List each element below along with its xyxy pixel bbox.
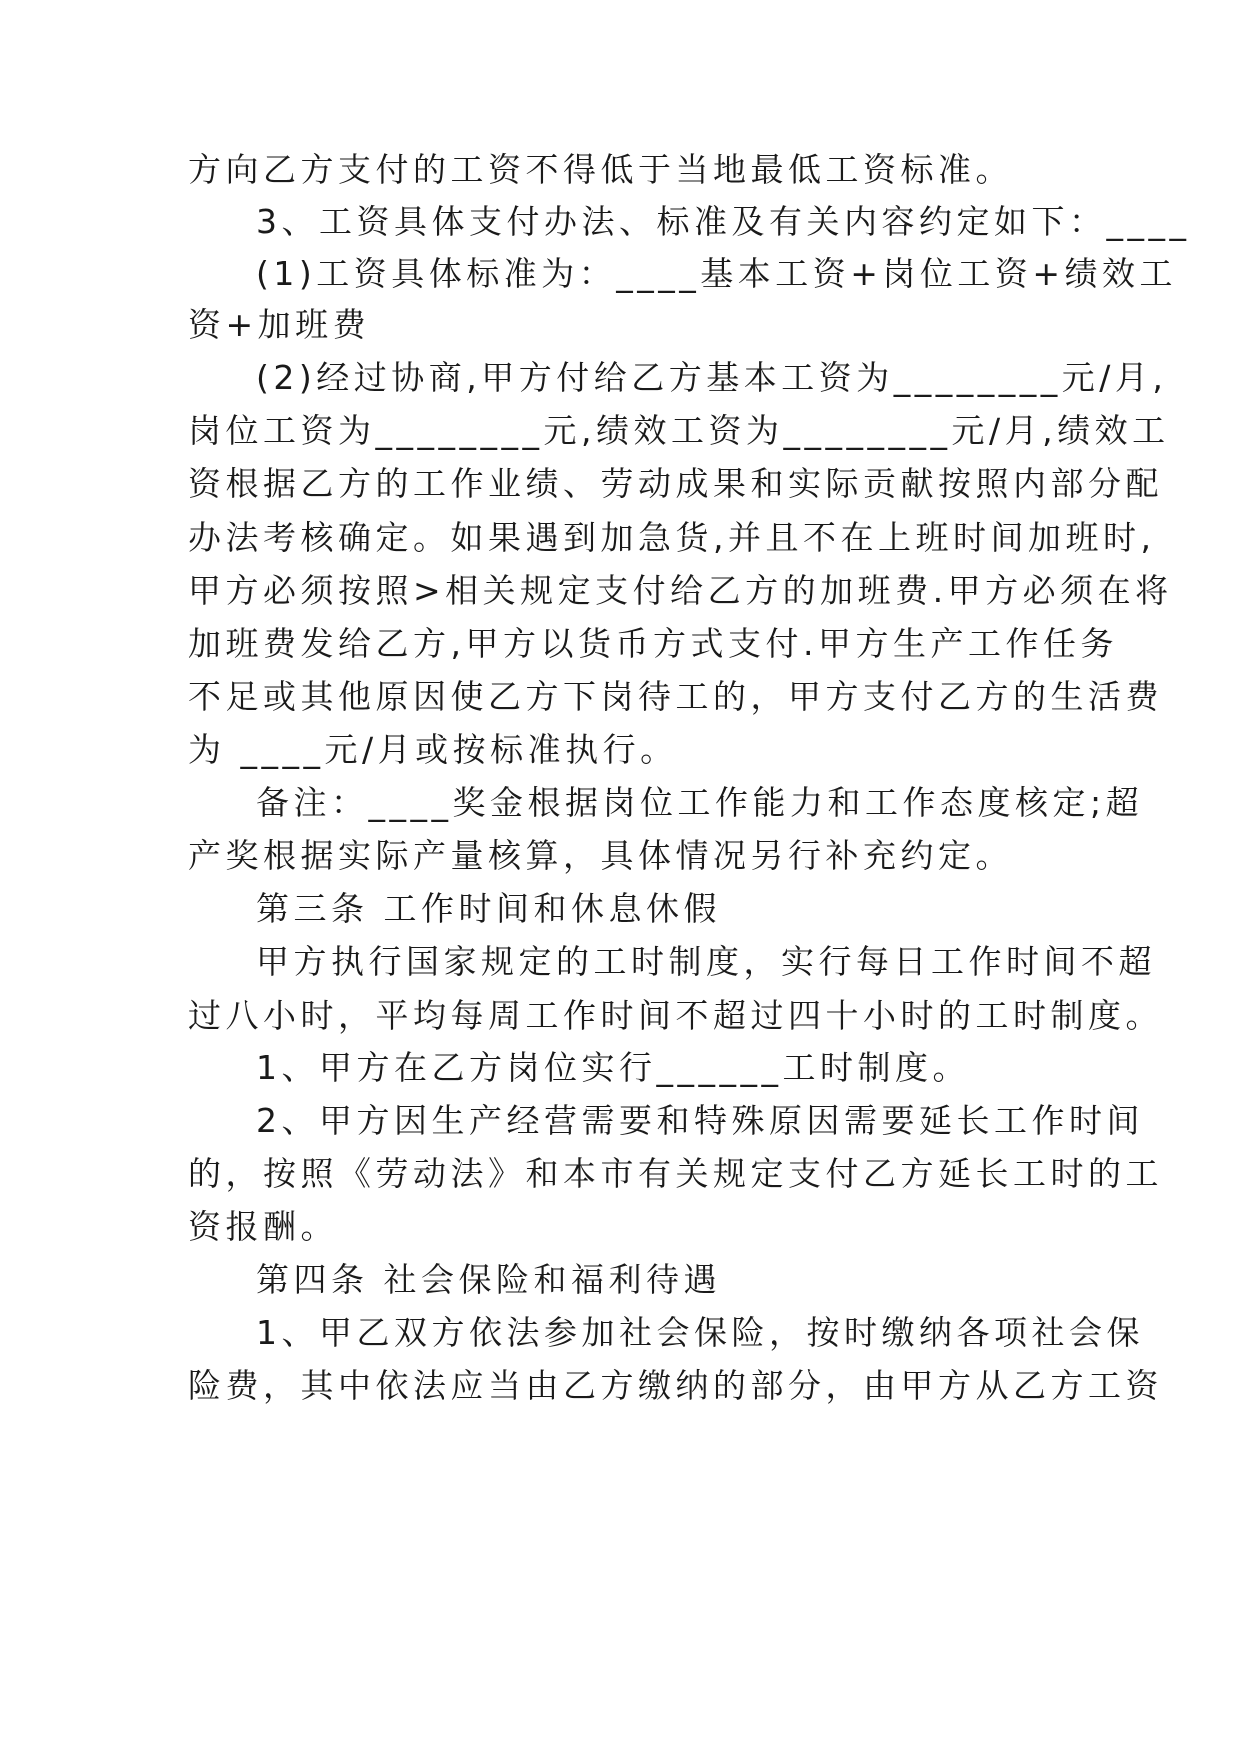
text-line: 备注：____奖金根据岗位工作能力和工作态度核定;超: [256, 783, 1144, 822]
text-line: 办法考核确定。如果遇到加急货,并且不在上班时间加班时,: [188, 518, 1156, 557]
text-line: 方向乙方支付的工资不得低于当地最低工资标准。: [188, 150, 1013, 189]
text-line: 险费，其中依法应当由乙方缴纳的部分，由甲方从乙方工资: [188, 1366, 1163, 1405]
section-heading: 第四条 社会保险和福利待遇: [256, 1260, 721, 1299]
text-line: 甲方执行国家规定的工时制度，实行每日工作时间不超: [256, 942, 1156, 981]
text-line: 1、甲方在乙方岗位实行______工时制度。: [256, 1048, 970, 1087]
text-line: 2、甲方因生产经营需要和特殊原因需要延长工作时间: [256, 1101, 1144, 1140]
text-line: 岗位工资为________元,绩效工资为________元/月,绩效工: [188, 411, 1170, 450]
text-line: 甲方必须按照>相关规定支付给乙方的加班费.甲方必须在将: [188, 571, 1173, 610]
text-line: 3、工资具体支付办法、标准及有关内容约定如下：____: [256, 202, 1191, 241]
text-line: (2)经过协商,甲方付给乙方基本工资为________元/月,: [256, 358, 1168, 397]
text-line: 加班费发给乙方,甲方以货币方式支付.甲方生产工作任务: [188, 624, 1118, 663]
text-line: 过八小时，平均每周工作时间不超过四十小时的工时制度。: [188, 996, 1163, 1035]
section-heading: 第三条 工作时间和休息休假: [256, 889, 721, 928]
text-line: (1)工资具体标准为：____基本工资+岗位工资+绩效工: [256, 254, 1178, 293]
text-line: 的，按照《劳动法》和本市有关规定支付乙方延长工时的工: [188, 1154, 1163, 1193]
text-line: 1、甲乙双方依法参加社会保险，按时缴纳各项社会保: [256, 1313, 1144, 1352]
text-line: 资根据乙方的工作业绩、劳动成果和实际贡献按照内部分配: [188, 464, 1163, 503]
text-line: 产奖根据实际产量核算，具体情况另行补充约定。: [188, 836, 1013, 875]
text-line: 资+加班费: [188, 305, 371, 344]
text-line: 为 ____元/月或按标准执行。: [188, 730, 678, 769]
text-line: 不足或其他原因使乙方下岗待工的，甲方支付乙方的生活费: [188, 677, 1163, 716]
text-line: 资报酬。: [188, 1207, 338, 1246]
